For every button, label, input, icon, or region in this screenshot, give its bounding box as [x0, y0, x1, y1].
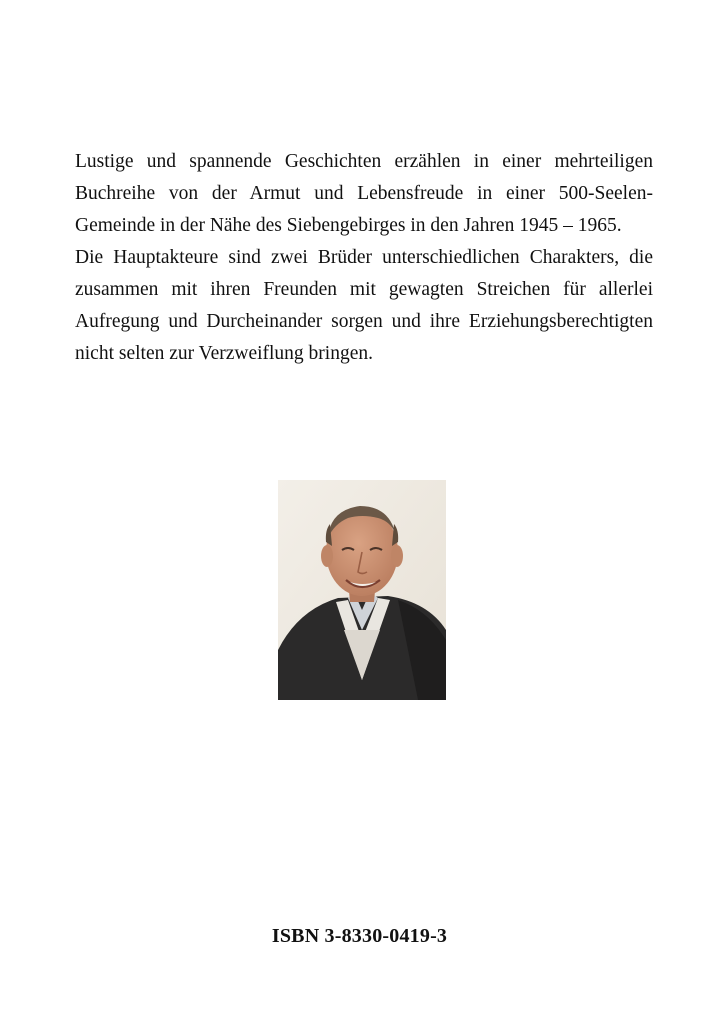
blurb-paragraph-2: Die Hauptakteure sind zwei Brüder unterschiedlichen Charakters, die zusammen mit ihren Freunden mit gewagten Streichen für allerlei Aufregung und Durcheinander sorgen und ihre Erziehungsberechtigten nicht selten zur Verzweiflung bringen. — [75, 247, 653, 364]
blurb-paragraph-1: Lustige und spannende Geschichten erzählen in einer mehrteiligen Buchreihe von der Armut und Lebensfreude in einer 500-Seelen-Gemeinde in der Nähe des Siebengebirges in den Jahren 1945 – 1965. — [75, 151, 653, 236]
back-cover-blurb — [75, 146, 653, 370]
author-photo — [278, 480, 446, 700]
author-portrait-image — [278, 480, 446, 700]
isbn-number: ISBN 3-8330-0419-3 — [271, 925, 448, 947]
